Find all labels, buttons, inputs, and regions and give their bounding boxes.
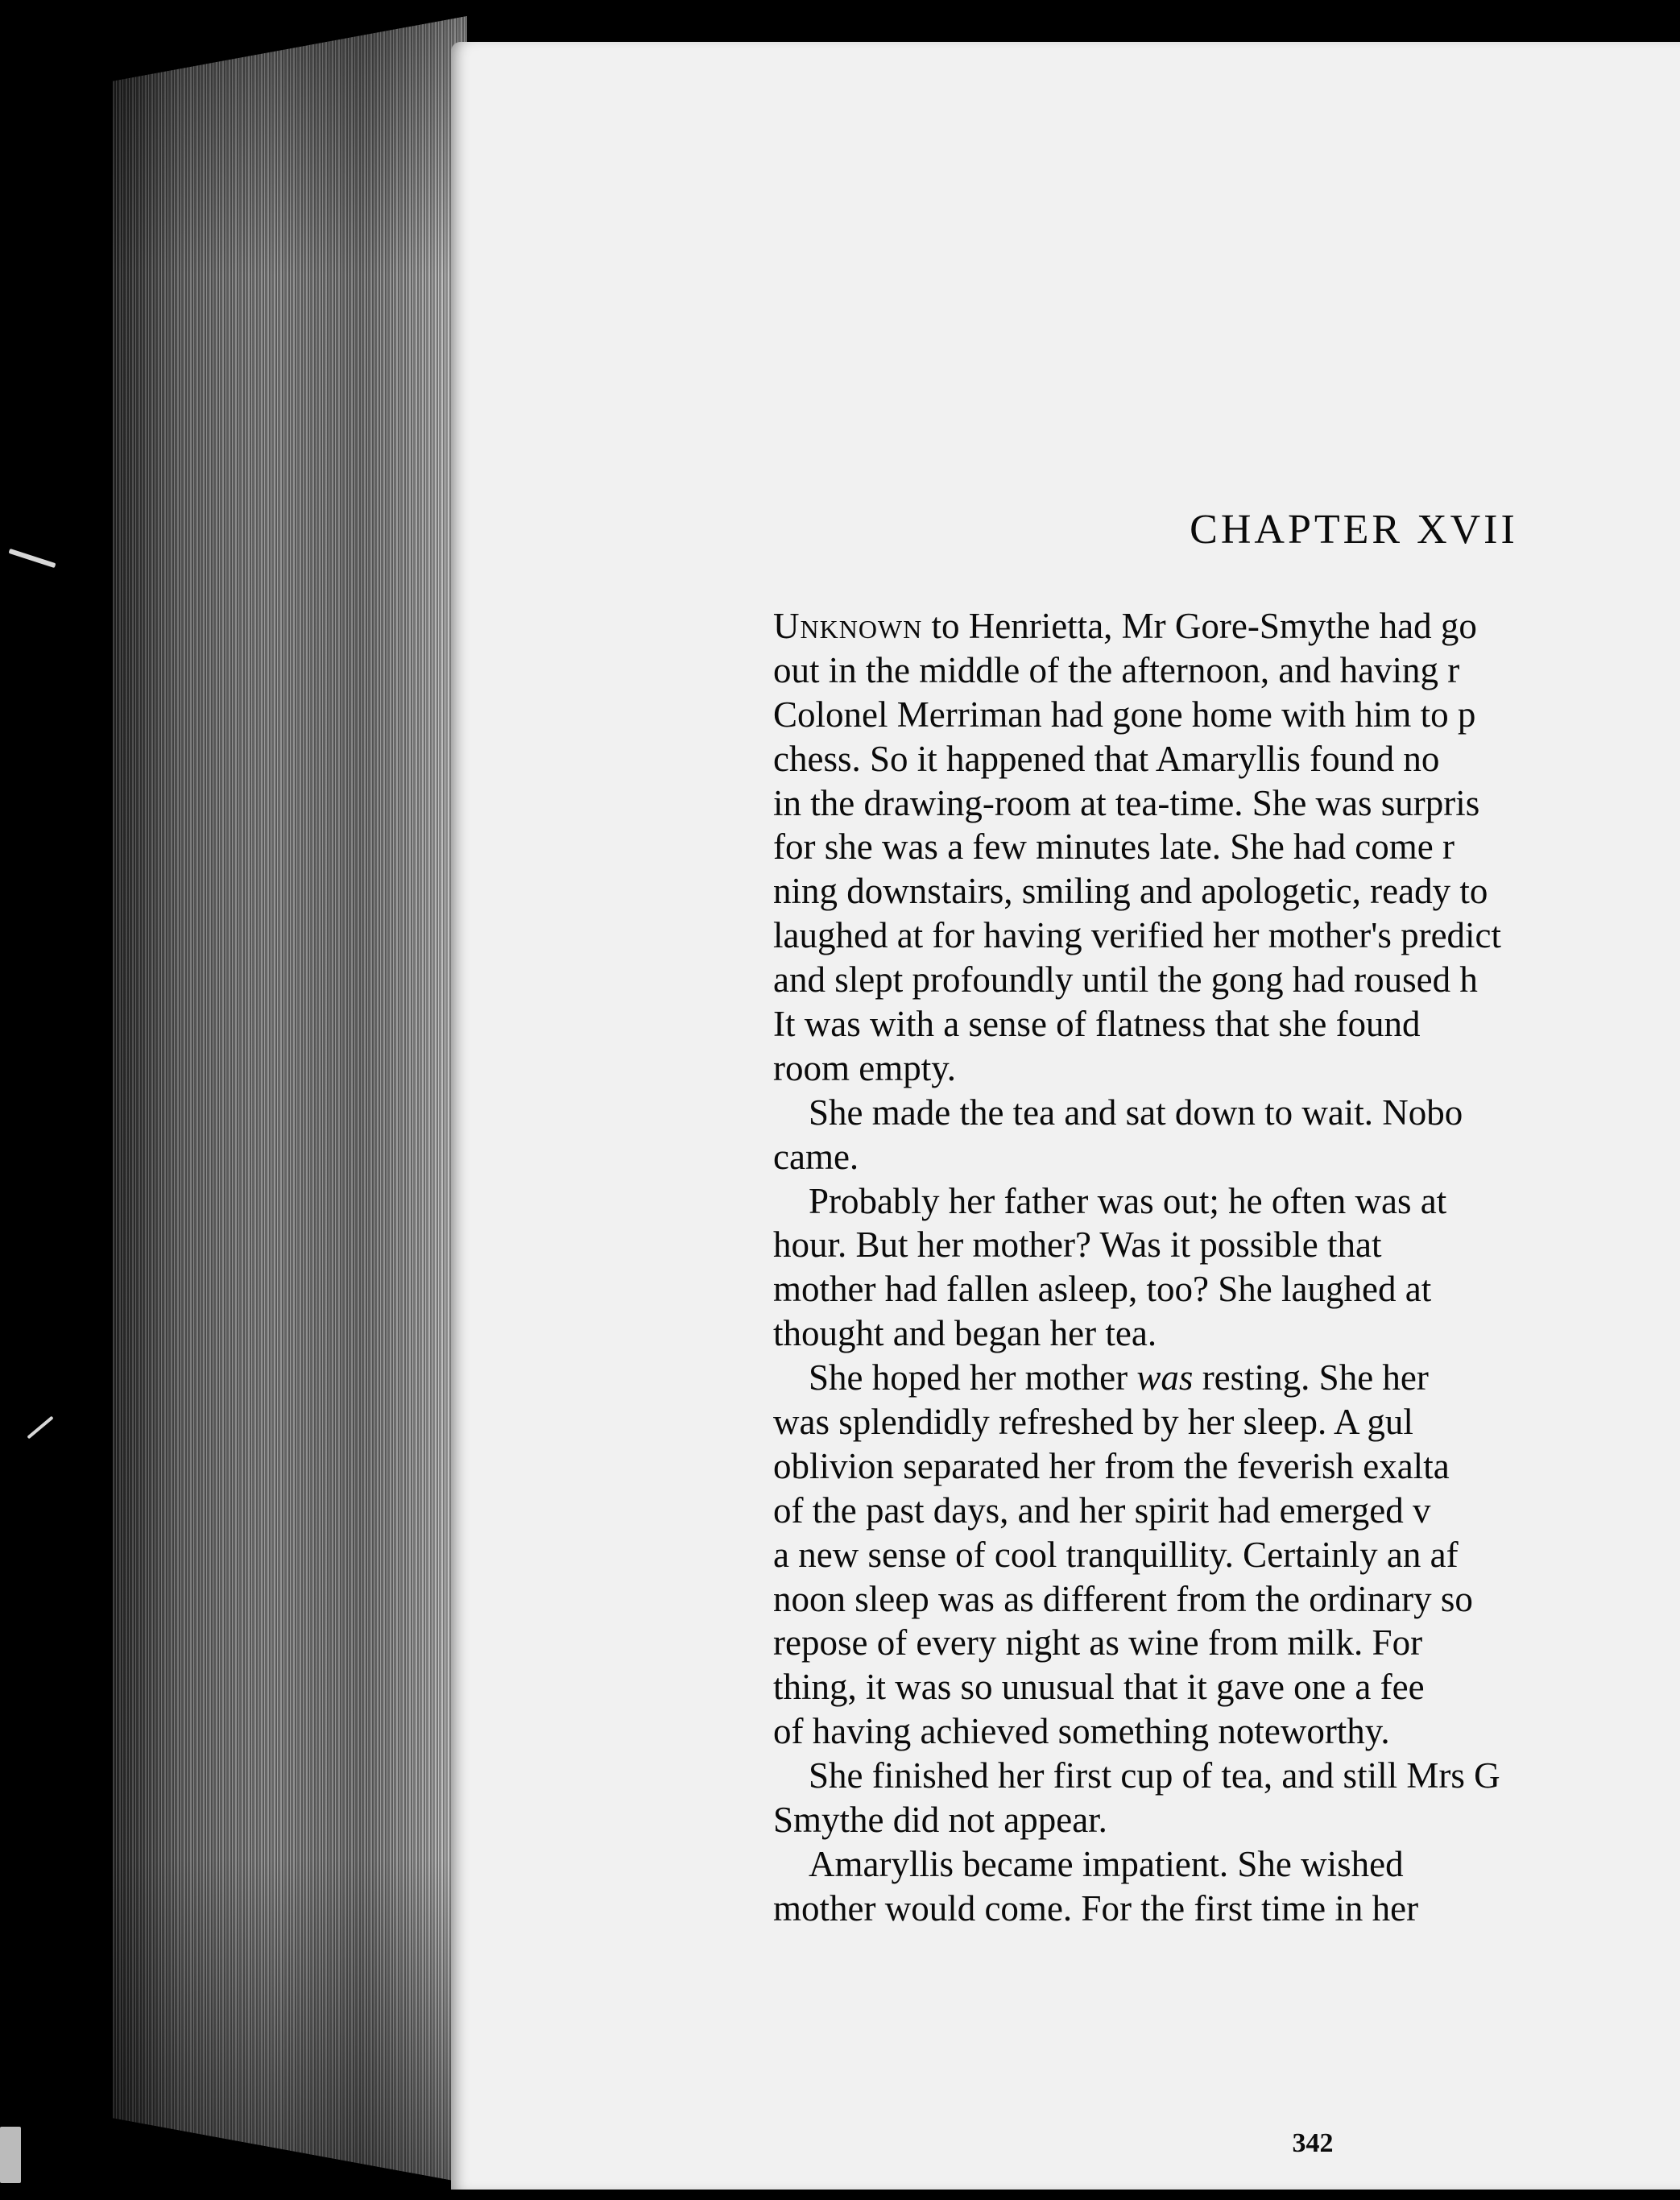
text-line-segment: Colonel Merriman had gone home with him to p [773, 694, 1476, 735]
italic-word: was [1136, 1357, 1194, 1398]
text-line-segment: She hoped her mother [809, 1357, 1137, 1398]
text-line-segment: Smythe did not appear. [773, 1800, 1107, 1841]
text-line [773, 604, 1680, 648]
text-line-segment: Amaryllis became impatient. She wished [809, 1843, 1404, 1884]
scan-artifact [9, 549, 56, 568]
text-line [773, 869, 1680, 914]
book-page [451, 42, 1680, 2190]
text-line-segment: laughed at for having verified her mother's predict [773, 915, 1502, 956]
text-line-segment: resting. She her [1193, 1357, 1429, 1398]
text-line-segment: Probably her father was out; he often was at [809, 1180, 1447, 1221]
text-line [773, 1002, 1680, 1046]
text-line-segment: to Henrietta, Mr Gore-Smythe had go [922, 606, 1477, 646]
text-line [773, 1533, 1680, 1577]
text-line-segment: ning downstairs, smiling and apologetic, ready to [773, 871, 1488, 912]
text-line-segment: for she was a few minutes late. She had come r [773, 827, 1454, 868]
text-line-segment: came. [773, 1136, 859, 1177]
scan-artifact [27, 1416, 53, 1440]
text-line-segment: a new sense of cool tranquillity. Certainly an af [773, 1534, 1459, 1575]
text-line [773, 1444, 1680, 1489]
text-line [773, 1179, 1680, 1224]
text-line-segment: in the drawing-room at tea-time. She was surpris [773, 782, 1480, 823]
text-line [773, 1754, 1680, 1798]
text-line-segment: room empty. [773, 1047, 957, 1088]
text-line-segment: mother would come. For the first time in her [773, 1887, 1419, 1929]
text-line [773, 825, 1680, 869]
text-line-segment: thing, it was so unusual that it gave one a fee [773, 1667, 1425, 1708]
text-line [773, 781, 1680, 826]
text-line-segment: and slept profoundly until the gong had roused h [773, 959, 1478, 1001]
text-line [773, 1887, 1680, 1931]
text-line [773, 1489, 1680, 1533]
text-line [773, 1577, 1680, 1622]
text-line [773, 1709, 1680, 1754]
text-line [773, 1798, 1680, 1842]
text-line [773, 1311, 1680, 1356]
text-line [773, 1135, 1680, 1179]
text-line [773, 958, 1680, 1002]
text-line-segment: chess. So it happened that Amaryllis found no [773, 738, 1440, 779]
page-number: 342 [1292, 2128, 1334, 2158]
text-line-segment: She made the tea and sat down to wait. Nobo [809, 1092, 1463, 1133]
drop-word-small-caps: Unknown [773, 606, 923, 646]
text-line-segment: thought and began her tea. [773, 1313, 1157, 1354]
text-line-segment: of the past days, and her spirit had emerged v [773, 1489, 1431, 1531]
text-line [773, 737, 1680, 781]
text-line [773, 1046, 1680, 1091]
text-line [773, 1356, 1680, 1400]
text-line-segment: oblivion separated her from the feverish exalta [773, 1445, 1450, 1486]
text-line [773, 1091, 1680, 1135]
text-line-segment: out in the middle of the afternoon, and having r [773, 649, 1460, 690]
text-line [773, 1400, 1680, 1444]
text-line-segment: noon sleep was as different from the ordinary so [773, 1578, 1473, 1619]
text-line [773, 1842, 1680, 1887]
chapter-title: CHAPTER XVII [1190, 507, 1518, 553]
text-line [773, 693, 1680, 737]
text-line [773, 1267, 1680, 1311]
text-line-segment: She finished her first cup of tea, and still Mrs G [809, 1755, 1500, 1796]
text-line [773, 1223, 1680, 1267]
text-line-segment: mother had fallen asleep, too? She laughed at [773, 1269, 1432, 1310]
text-line [773, 914, 1680, 958]
text-line-segment: was splendidly refreshed by her sleep. A gul [773, 1402, 1413, 1443]
text-line-segment: hour. But her mother? Was it possible that [773, 1224, 1382, 1266]
book-fore-edge-shadow [113, 16, 467, 2183]
text-line [773, 648, 1680, 693]
text-line-segment: of having achieved something noteworthy. [773, 1711, 1390, 1752]
text-line-segment: repose of every night as wine from milk. For [773, 1622, 1423, 1663]
text-line [773, 1665, 1680, 1709]
text-line-segment: It was with a sense of flatness that she found [773, 1004, 1421, 1045]
scan-artifact [0, 2127, 21, 2183]
chapter-body-text [773, 604, 1680, 1931]
text-line [773, 1621, 1680, 1665]
